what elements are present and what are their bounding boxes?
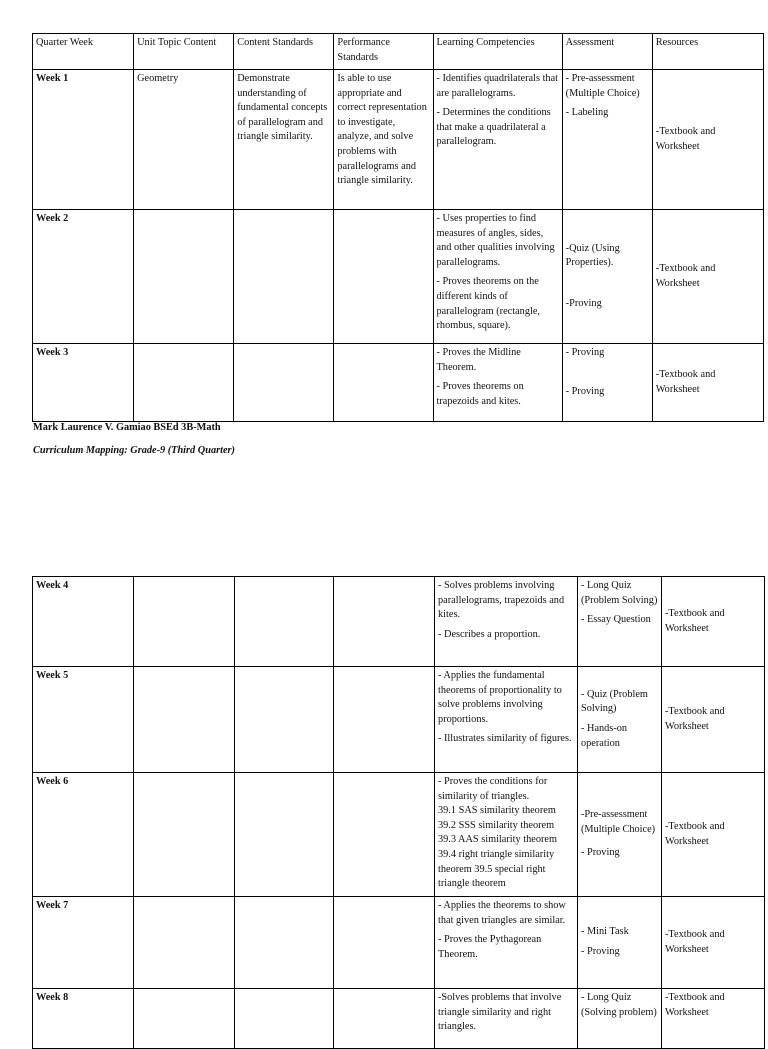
assessment-item: - Pre-assessment (Multiple Choice) <box>565 73 640 99</box>
resources-cell: -Textbook and Worksheet <box>652 70 763 210</box>
competencies-cell <box>433 344 562 422</box>
content-standard-cell <box>235 897 334 989</box>
assessment-item: - Proving <box>565 347 605 358</box>
competency-item: - Proves the Midline Theorem. <box>436 347 521 373</box>
competencies-cell <box>435 577 578 667</box>
competency-item: - Applies the theorems to show that given triangles are similar. <box>438 900 566 926</box>
assessment-cell <box>578 989 662 1049</box>
assessment-item: - Proving <box>565 385 605 397</box>
assessment-item: -Proving <box>565 297 602 309</box>
assessment-cell <box>562 344 652 422</box>
content-standard-cell <box>235 667 334 773</box>
resources-cell: -Textbook and Worksheet <box>662 897 765 989</box>
performance-standard-cell <box>334 210 433 344</box>
performance-standard-cell <box>334 897 435 989</box>
week-cell: Week 6 <box>33 773 134 897</box>
assessment-item: - Long Quiz (Problem Solving) <box>581 580 658 606</box>
performance-standard-cell <box>334 989 435 1049</box>
competency-item: - Determines the conditions that make a quadrilateral a parallelogram. <box>436 107 551 148</box>
header-learning-competencies: Learning Competencies <box>433 34 562 70</box>
assessment-item: - Hands-on operation <box>581 723 628 749</box>
topic-cell <box>134 577 235 667</box>
table-row <box>33 210 764 344</box>
table-row <box>33 897 765 989</box>
competencies-cell <box>435 989 578 1049</box>
competency-item: -Solves problems that involve triangle similarity and right triangles. <box>438 992 562 1033</box>
topic-cell <box>134 667 235 773</box>
performance-standard-cell <box>334 344 433 422</box>
assessment-item: - Long Quiz (Solving problem) <box>581 992 657 1018</box>
content-standard-cell <box>234 344 334 422</box>
competency-item: - Applies the fundamental theorems of proportionality to solve problems involving proportions. <box>438 670 562 725</box>
assessment-cell <box>578 773 662 897</box>
document-subtitle: Curriculum Mapping: Grade-9 (Third Quarter) <box>33 445 235 456</box>
competency-item: - Uses properties to find measures of angles, sides, and other qualities involving parallelograms. <box>436 213 555 268</box>
assessment-item: - Proving <box>581 946 620 957</box>
performance-standard-cell <box>334 667 435 773</box>
competency-item: - Proves theorems on trapezoids and kites. <box>436 381 524 407</box>
competency-item: - Describes a proportion. <box>438 628 541 640</box>
assessment-cell <box>562 70 652 210</box>
assessment-item: -Pre-assessment (Multiple Choice) <box>581 809 656 835</box>
table-row <box>33 989 765 1049</box>
week-cell: Week 1 <box>33 70 134 210</box>
competency-item: 39.1 SAS similarity theorem <box>438 805 556 817</box>
topic-cell <box>134 773 235 897</box>
week-cell: Week 5 <box>33 667 134 773</box>
performance-standard-cell <box>334 577 435 667</box>
table-header-row <box>33 34 764 70</box>
week-cell: Week 8 <box>33 989 134 1049</box>
competency-item: - Proves the conditions for similarity of triangles. <box>438 776 548 802</box>
table-row <box>33 344 764 422</box>
content-standard-cell <box>235 773 334 897</box>
curriculum-table-page1 <box>32 33 764 422</box>
resources-cell: -Textbook and Worksheet <box>652 344 763 422</box>
topic-cell <box>134 344 234 422</box>
table-row <box>33 70 764 210</box>
assessment-item: - Essay Question <box>581 614 651 626</box>
header-assessment: Assessment <box>562 34 652 70</box>
topic-cell: Geometry <box>134 70 234 210</box>
competency-item: - Proves theorems on the different kinds of parallelogram (rectangle, rhombus, square). <box>436 276 540 332</box>
header-resources: Resources <box>652 34 763 70</box>
competencies-cell <box>435 897 578 989</box>
assessment-cell <box>578 897 662 989</box>
assessment-cell <box>578 667 662 773</box>
assessment-cell <box>578 577 662 667</box>
week-cell: Week 2 <box>33 210 134 344</box>
week-cell: Week 4 <box>33 577 134 667</box>
table-row <box>33 667 765 773</box>
performance-standard-cell: Is able to use appropriate and correct representation to investigate, analyze, and solve problems with parallelograms and triangle similarity. <box>334 70 433 210</box>
competency-item: - Illustrates similarity of figures. <box>438 733 572 745</box>
assessment-item: - Quiz (Problem Solving) <box>581 688 648 715</box>
content-standard-cell: Demonstrate understanding of fundamental concepts of parallelogram and triangle similarity. <box>234 70 334 210</box>
week-cell: Week 7 <box>33 897 134 989</box>
table-row <box>33 773 765 897</box>
competencies-cell <box>433 210 562 344</box>
content-standard-cell <box>235 989 334 1049</box>
topic-cell <box>134 989 235 1049</box>
competency-item: 39.2 SSS similarity theorem <box>438 819 555 831</box>
competencies-cell <box>435 773 578 897</box>
competency-item: - Proves the Pythagorean Theorem. <box>438 934 542 960</box>
assessment-item: - Proving <box>581 847 620 859</box>
resources-cell: -Textbook and Worksheet <box>662 667 765 773</box>
resources-cell: -Textbook and Worksheet <box>662 577 765 667</box>
competency-item: 39.4 right triangle similarity theorem 39.5 special right triangle theorem <box>438 848 555 890</box>
content-standard-cell <box>234 210 334 344</box>
competencies-cell <box>433 70 562 210</box>
assessment-item: - Mini Task <box>581 926 629 938</box>
competency-item: - Solves problems involving parallelograms, trapezoids and kites. <box>438 580 565 621</box>
performance-standard-cell <box>334 773 435 897</box>
content-standard-cell <box>235 577 334 667</box>
assessment-item: -Quiz (Using Properties). <box>565 242 620 269</box>
assessment-cell <box>562 210 652 344</box>
table-row <box>33 577 765 667</box>
header-performance-standards: Performance Standards <box>334 34 433 70</box>
competency-item: - Identifies quadrilaterals that are parallelograms. <box>436 73 559 99</box>
topic-cell <box>134 210 234 344</box>
competency-item: 39.3 AAS similarity theorem <box>438 834 557 846</box>
header-quarter-week: Quarter Week <box>33 34 134 70</box>
author-line: Mark Laurence V. Gamiao BSEd 3B-Math <box>33 422 221 433</box>
header-unit-topic: Unit Topic Content <box>134 34 234 70</box>
header-content-standards: Content Standards <box>234 34 334 70</box>
week-cell: Week 3 <box>33 344 134 422</box>
topic-cell <box>134 897 235 989</box>
assessment-item: - Labeling <box>565 107 609 119</box>
resources-cell: -Textbook and Worksheet <box>662 773 765 897</box>
curriculum-table-page2 <box>32 576 765 1049</box>
resources-cell: -Textbook and Worksheet <box>652 210 763 344</box>
competencies-cell <box>435 667 578 773</box>
resources-cell: -Textbook and Worksheet <box>662 989 765 1049</box>
